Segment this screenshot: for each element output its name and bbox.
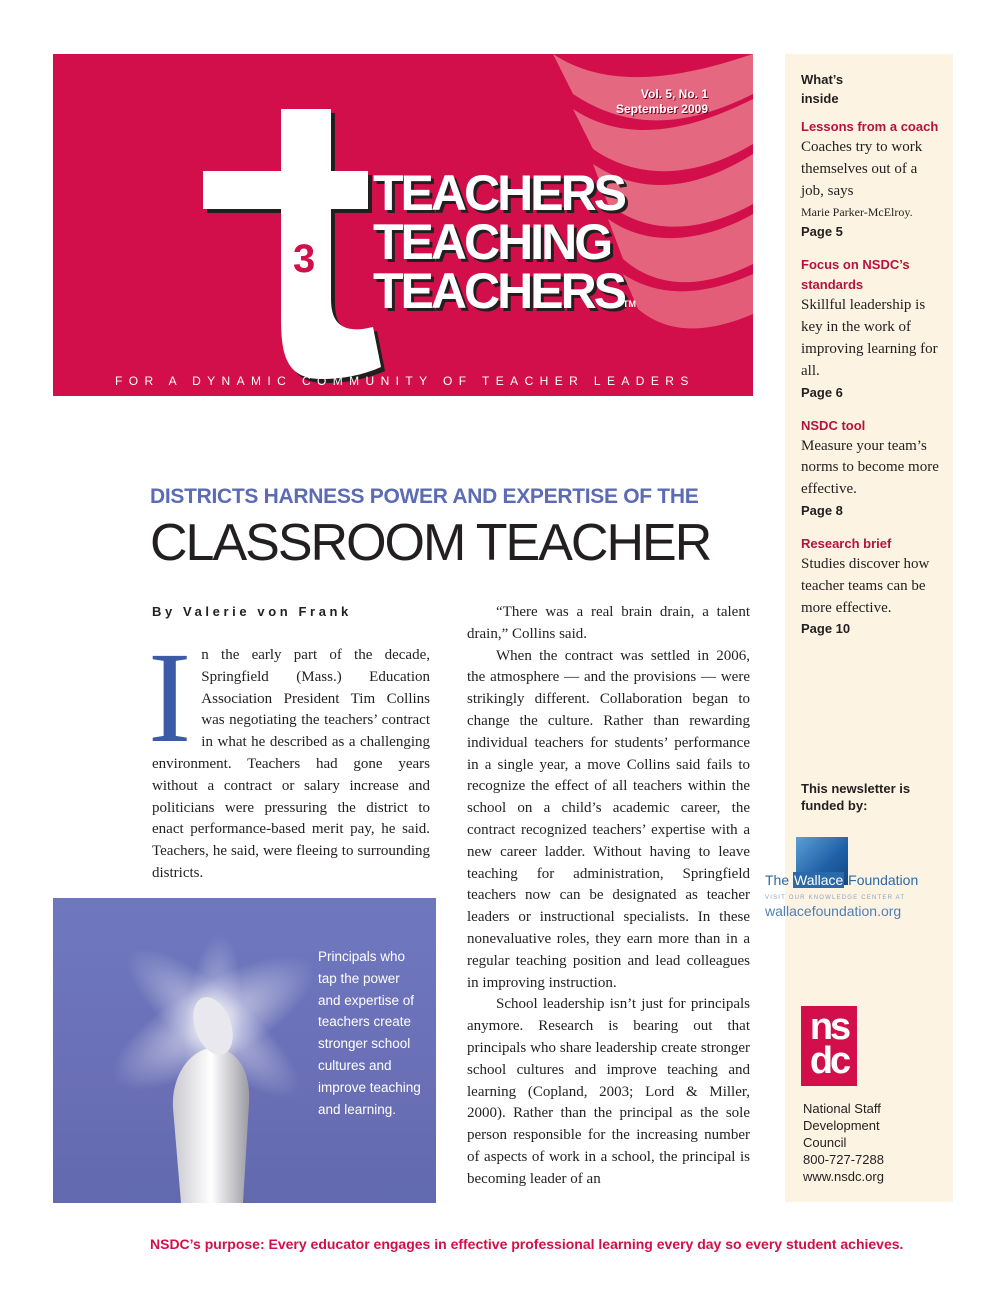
volume-number: Vol. 5, No. 1 (640, 87, 708, 101)
sidebar-item-page: Page 8 (801, 502, 843, 518)
wallace-foundation-logo[interactable] (763, 837, 953, 932)
nsdc-purpose-statement: NSDC’s purpose: Every educator engages in effective professional learning every day so every student achieves. (150, 1236, 904, 1252)
t3-logo-digit: 3 (293, 237, 316, 281)
article-paragraph: “There was a real brain drain, a talent drain,” Collins said. (467, 604, 750, 642)
whats-inside-sidebar (765, 54, 953, 1202)
title-line-1: TEACHERS (373, 165, 625, 221)
sidebar-item-title: Research brief (801, 535, 892, 551)
title-line-2: TEACHING (373, 214, 611, 270)
article-paragraph: When the contract was settled in 2006, the atmosphere — and the provisions — were strikingly different. Collaboration began to change the culture. Rather than rewarding individual teachers for students’ performance in a single year, a move Collins said fails to recognize the effect of all teachers within the school on a child’s academic career, the contract recognized teachers’ expertise with a new career ladder. Without having to leave teaching for administration, Springfield teachers now can be designated as teacher leaders or instructional specialists. In these nonevaluative roles, they earn more than in a regular teaching position and lead colleagues in improving instruction. (467, 647, 750, 991)
article-paragraph: n the early part of the decade, Springfield (Mass.) Education Association President Tim Collins was negotiating the teachers’ contract in what he described as a challenging environment. Teachers had gone years without a contract or salary increase and politicians were pressuring the district to enact performance-based merit pay, he said. Teachers, he said, were fleeing to surrounding districts. (152, 647, 430, 881)
sidebar-item-desc: Skillful leadership is key in the work of improving learning for all. (801, 297, 938, 379)
nsdc-logo-line-2: dc (809, 1040, 849, 1082)
sidebar-item-title: Focus on NSDC’s standards (801, 257, 910, 293)
issue-info (616, 87, 708, 117)
nsdc-logo (801, 1006, 857, 1086)
nsdc-phone: 800-727-7288 (803, 1152, 884, 1167)
article-kicker: DISTRICTS HARNESS POWER AND EXPERTISE OF THE (150, 485, 699, 508)
article-byline: By Valerie von Frank (152, 604, 352, 619)
sidebar-item-tool[interactable] (801, 416, 941, 521)
sidebar-item-desc: Coaches try to work themselves out of a job, says (801, 139, 923, 199)
sidebar-item-research[interactable] (801, 534, 941, 639)
sidebar-item-desc: Measure your team’s norms to become more effective. (801, 437, 939, 498)
newsletter-title (373, 165, 625, 319)
title-line-3: TEACHERS (373, 263, 625, 319)
sidebar-item-page: Page 5 (801, 224, 843, 240)
article-paragraph: School leadership isn’t just for principals anymore. Research is bearing out that principals who share leadership create stronger school cultures and improve teaching and learning (Copland, 2003; Lord & Miller, 2000). Rather than the principal as the sole person responsible for the increasing number of aspects of work in a school, the principal is becoming leader of an (467, 996, 750, 1187)
sidebar-heading (801, 70, 941, 108)
sidebar-item-page: Page 6 (801, 384, 843, 400)
sidebar-item-lessons[interactable] (801, 117, 941, 242)
sidebar-item-desc-name: Marie Parker-McElroy. (801, 205, 913, 220)
wallace-visit-text: VISIT OUR KNOWLEDGE CENTER AT (765, 895, 906, 901)
sidebar-item-title: NSDC tool (801, 417, 866, 433)
sidebar-item-desc: Studies discover how teacher teams can be more effective. (801, 555, 930, 616)
article-column-2 (467, 602, 750, 1191)
issue-date: September 2009 (615, 102, 708, 116)
wallace-logo-name (765, 872, 918, 888)
article-headline: CLASSROOM TEACHER (150, 514, 711, 572)
nsdc-website-link[interactable]: www.nsdc.org (803, 1169, 884, 1184)
windmill-photo (53, 898, 436, 1203)
wallace-url-link[interactable]: wallacefoundation.org (765, 903, 902, 919)
drop-cap: I (148, 626, 192, 770)
masthead-tagline: FOR A DYNAMIC COMMUNITY OF TEACHER LEADERS (115, 374, 695, 388)
trademark-mark: TM (623, 299, 636, 309)
article-column-1 (148, 626, 430, 885)
sidebar-heading-line-2: inside (801, 91, 839, 106)
sidebar-heading-line-1: What’s (801, 72, 844, 87)
nsdc-info-line: Council (803, 1135, 847, 1150)
nsdc-info-line: Development (803, 1118, 880, 1133)
nsdc-info-line: National Staff (803, 1101, 881, 1116)
masthead (53, 54, 753, 396)
photo-caption: Principals who tap the power and expertise of teachers create stronger school cultures and improve teaching and learning. (318, 949, 421, 1117)
funded-by-label: This newsletter is funded by: (801, 781, 911, 813)
nsdc-logo-line-1: ns (809, 1006, 849, 1048)
sidebar-item-title: Lessons from a coach (801, 119, 939, 134)
nsdc-contact-info (803, 1100, 943, 1185)
wallace-name-post: Foundation (844, 872, 919, 888)
wallace-name-pre: The (765, 872, 794, 888)
wallace-name-highlight: Wallace (794, 872, 844, 888)
sidebar-item-standards[interactable] (801, 255, 941, 402)
sidebar-item-page: Page 10 (801, 621, 851, 637)
